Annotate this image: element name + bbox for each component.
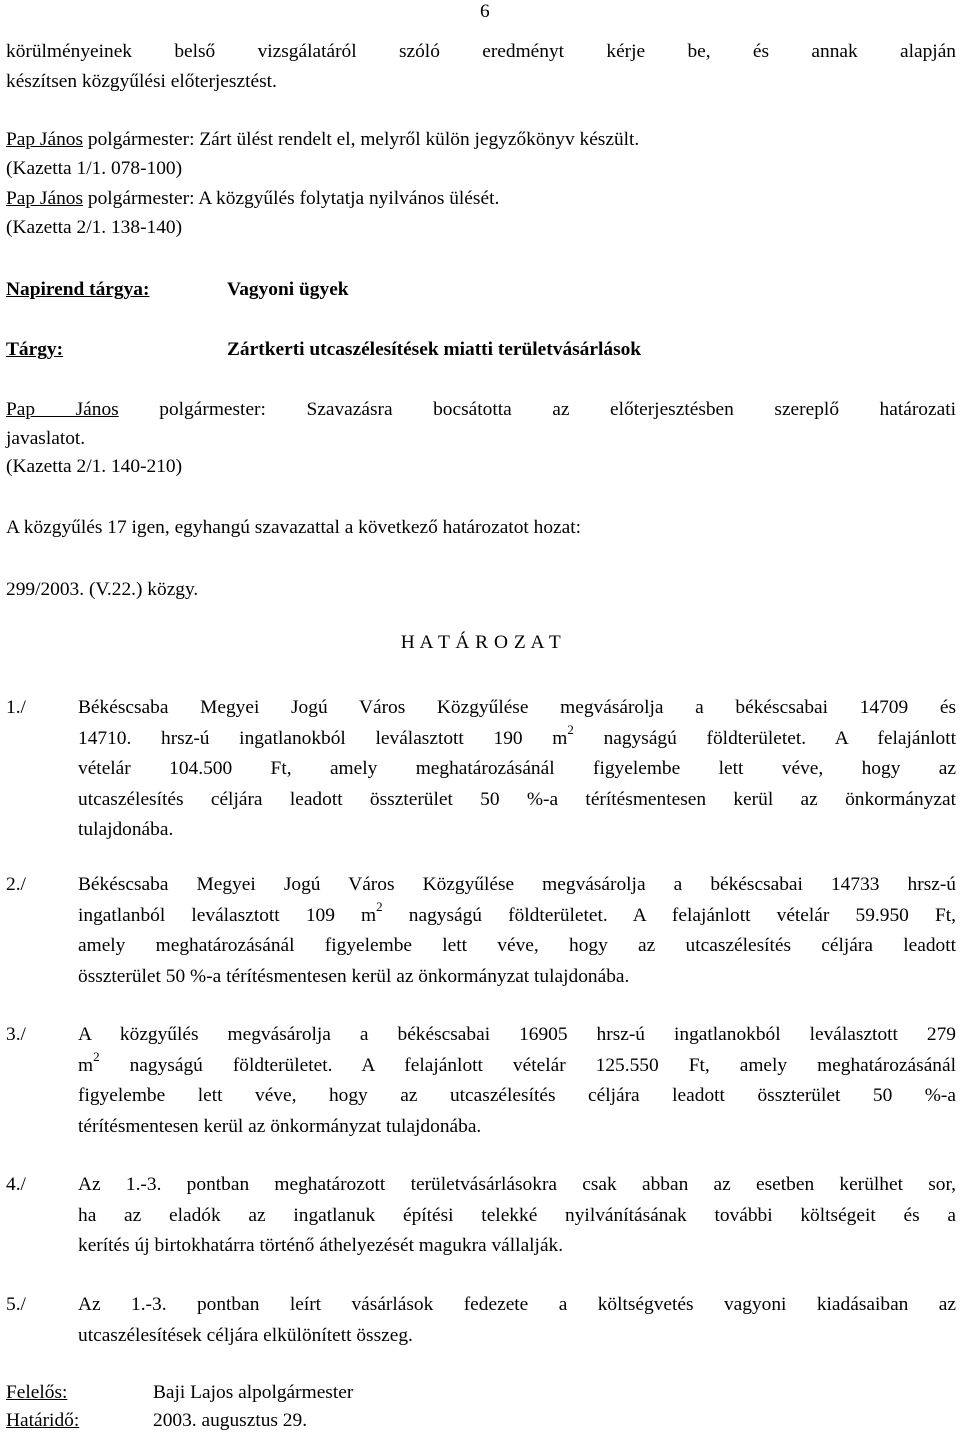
page-number: 6 [480, 1, 490, 22]
item-line [78, 724, 956, 755]
resolution-heading: H A T Á R O Z A T [400, 632, 562, 653]
responsible-label: Felelős: [6, 1382, 68, 1403]
resolution-item-2 [78, 870, 956, 992]
item-number: 4./ [6, 1174, 26, 1195]
item-line-part: m [78, 1054, 94, 1076]
responsible-value: Baji Lajos alpolgármester [153, 1382, 354, 1403]
item-line-part: ingatlanból leválasztott 109 m [78, 904, 377, 926]
subject-label: Tárgy: [6, 339, 64, 360]
minutes-text: polgármester: Zárt ülést rendelt el, melyről külön jegyzőkönyv készült. [83, 129, 640, 150]
item-line [78, 1051, 956, 1082]
item-number: 3./ [6, 1024, 26, 1045]
item-line: amely meghatározásánál figyelembe lett véve, hogy az utcaszélesítés céljára leadott [78, 935, 956, 956]
speaker-name: Pap János [6, 399, 119, 420]
item-line: kerítés új birtokhatárra történő áthelyezését magukra vállalják. [78, 1235, 564, 1256]
deadline-label: Határidő: [6, 1410, 80, 1431]
deadline-value: 2003. augusztus 29. [153, 1410, 308, 1431]
resolution-item-3 [78, 1020, 956, 1142]
resolution-item-4 [78, 1170, 956, 1262]
item-line-part: 14710. hrsz-ú ingatlanokból leválasztott 190 m [78, 727, 568, 749]
item-line: utcaszélesítés céljára leadott összterület 50 %-a térítésmentesen kerül az önkormányzat [78, 788, 956, 810]
agenda-label: Napirend tárgya: [6, 279, 150, 300]
item-line-part: nagyságú földterületet. A felajánlott vételár 125.550 Ft, amely meghatározásánál [99, 1054, 956, 1076]
tape-reference: (Kazetta 2/1. 138-140) [6, 217, 183, 238]
intro-line-2: készítsen közgyűlési előterjesztést. [6, 71, 277, 92]
item-number: 1./ [6, 697, 26, 718]
intro-line-1: körülményeinek belső vizsgálatáról szóló eredményt kérje be, és annak alapján [6, 41, 956, 62]
superscript: 2 [93, 1049, 100, 1065]
item-line: Békéscsaba Megyei Jogú Város Közgyűlése megvásárolja a békéscsabai 14709 és [78, 697, 956, 718]
minutes-paragraph-1 [6, 128, 639, 152]
minutes-text: polgármester: A közgyűlés folytatja nyilvános ülését. [83, 188, 500, 209]
resolution-number: 299/2003. (V.22.) közgy. [6, 579, 199, 600]
vote-result: A közgyűlés 17 igen, egyhangú szavazattal a következő határozatot hozat: [6, 517, 582, 538]
item-line: figyelembe lett véve, hogy az utcaszélesítés céljára leadott összterület 50 %-a [78, 1085, 956, 1106]
subject-value: Zártkerti utcaszélesítések miatti területvásárlások [227, 339, 642, 360]
tape-reference: (Kazetta 2/1. 140-210) [6, 456, 183, 477]
item-number: 5./ [6, 1294, 26, 1315]
item-line: vételár 104.500 Ft, amely meghatározásánál figyelembe lett véve, hogy az [78, 758, 956, 779]
item-line: Az 1.-3. pontban leírt vásárlások fedezete a költségvetés vagyoni kiadásaiban az [78, 1294, 956, 1315]
item-line: ha az eladók az ingatlanuk építési telekké nyilvánításának további költségeit és a [78, 1204, 956, 1226]
item-line: utcaszélesítések céljára elkülönített összeg. [78, 1324, 413, 1346]
vote-line-2: javaslatot. [6, 428, 86, 449]
item-line: összterület 50 %-a térítésmentesen kerül az önkormányzat tulajdonába. [78, 965, 630, 987]
item-line-part: nagyságú földterületet. A felajánlott [573, 727, 956, 749]
speaker-name: Pap János [6, 129, 84, 150]
superscript: 2 [567, 722, 574, 738]
resolution-item-1 [78, 693, 956, 846]
item-line: Békéscsaba Megyei Jogú Város Közgyűlése megvásárolja a békéscsabai 14733 hrsz-ú [78, 874, 956, 895]
item-line: tulajdonába. [78, 819, 174, 840]
vote-text: polgármester: Szavazásra bocsátotta az előterjesztésben szereplő határozati [118, 399, 956, 420]
item-line: Az 1.-3. pontban meghatározott területvásárlásokra csak abban az esetben kerülhet sor, [78, 1174, 956, 1195]
item-line: térítésmentesen kerül az önkormányzat tulajdonába. [78, 1115, 482, 1137]
agenda-value: Vagyoni ügyek [227, 279, 349, 300]
resolution-item-5 [78, 1290, 956, 1351]
tape-reference: (Kazetta 1/1. 078-100) [6, 158, 183, 179]
item-line: A közgyűlés megvásárolja a békéscsabai 16905 hrsz-ú ingatlanokból leválasztott 279 [78, 1024, 956, 1045]
item-line [78, 901, 956, 932]
minutes-paragraph-2 [6, 187, 499, 211]
item-line-part: nagyságú földterületet. A felajánlott vételár 59.950 Ft, [382, 904, 956, 926]
vote-line-1 [6, 398, 956, 422]
item-number: 2./ [6, 874, 26, 895]
superscript: 2 [376, 899, 383, 915]
speaker-name: Pap János [6, 188, 84, 209]
